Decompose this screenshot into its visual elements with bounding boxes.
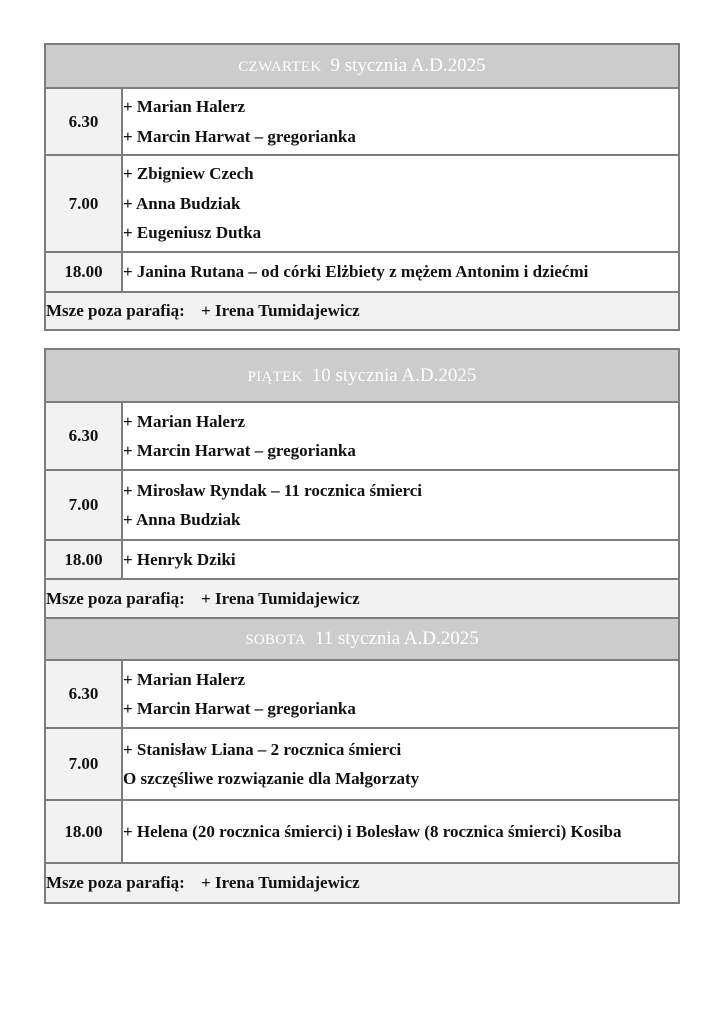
- mass-row: [45, 470, 679, 540]
- outside-parish-row: [45, 579, 679, 618]
- schedule-table-friday-saturday: [44, 348, 680, 904]
- mass-time: 6.30: [45, 402, 122, 470]
- day-date: 10 stycznia A.D.2025: [311, 364, 477, 386]
- mass-time: 18.00: [45, 540, 122, 579]
- mass-time: 18.00: [45, 252, 122, 292]
- outside-parish-row: [45, 292, 679, 330]
- mass-intentions: [122, 155, 679, 252]
- mass-intentions: [122, 660, 679, 728]
- schedule-table-thursday: [44, 43, 680, 331]
- outside-parish-label: Msze poza parafią:: [46, 588, 185, 608]
- intention-line: + Stanisław Liana – 2 rocznica śmierci: [123, 739, 402, 759]
- intention-line: + Marcin Harwat – gregorianka: [123, 441, 356, 460]
- intention-line: O szczęśliwe rozwiązanie dla Małgorzaty: [123, 769, 420, 788]
- day-date: 9 stycznia A.D.2025: [330, 55, 486, 76]
- mass-time: 7.00: [45, 155, 122, 252]
- mass-row: [45, 402, 679, 470]
- day-name: PIĄTEK: [247, 368, 303, 385]
- intention-line: + Anna Budziak: [123, 193, 241, 213]
- intention-line: + Anna Budziak: [123, 510, 241, 529]
- mass-intentions: [122, 402, 679, 470]
- mass-row: [45, 155, 679, 252]
- day-name: CZWARTEK: [238, 59, 322, 75]
- intention-line: + Marian Halerz: [123, 411, 246, 431]
- outside-parish-value: + Irena Tumidajewicz: [201, 873, 360, 892]
- mass-intentions: [122, 540, 679, 579]
- mass-row: [45, 540, 679, 579]
- intention-line: + Mirosław Ryndak – 11 rocznica śmierci: [123, 480, 423, 500]
- outside-parish-row: [45, 863, 679, 903]
- mass-intentions: [122, 252, 679, 292]
- mass-intentions: [122, 88, 679, 155]
- outside-parish-value: + Irena Tumidajewicz: [201, 301, 360, 320]
- mass-time: 7.00: [45, 728, 122, 800]
- mass-intentions: [122, 800, 679, 863]
- intention-line: + Marcin Harwat – gregorianka: [123, 699, 356, 718]
- intention-line: + Henryk Dziki: [123, 549, 236, 569]
- intention-line: + Marian Halerz: [123, 669, 246, 689]
- mass-row: [45, 800, 679, 863]
- mass-intentions: [122, 728, 679, 800]
- day-name: SOBOTA: [245, 632, 306, 648]
- outside-parish-label: Msze poza parafią:: [46, 873, 185, 892]
- mass-time: 7.00: [45, 470, 122, 540]
- mass-row: [45, 252, 679, 292]
- mass-time: 6.30: [45, 88, 122, 155]
- mass-row: [45, 660, 679, 728]
- day-date: 11 stycznia A.D.2025: [314, 628, 479, 649]
- mass-row: [45, 728, 679, 800]
- day-header: [45, 44, 679, 88]
- day-header: [45, 618, 679, 660]
- intention-line: + Marcin Harwat – gregorianka: [123, 126, 356, 146]
- outside-parish-label: Msze poza parafią:: [46, 301, 185, 320]
- mass-intentions: [122, 470, 679, 540]
- mass-row: [45, 88, 679, 155]
- outside-parish-value: + Irena Tumidajewicz: [201, 588, 360, 608]
- mass-time: 6.30: [45, 660, 122, 728]
- mass-time: 18.00: [45, 800, 122, 863]
- intention-line: + Marian Halerz: [123, 97, 246, 116]
- day-header: [45, 349, 679, 402]
- intention-line: + Zbigniew Czech: [123, 164, 254, 184]
- intention-line: + Janina Rutana – od córki Elżbiety z mężem Antonim i dziećmi: [123, 262, 589, 282]
- intention-line: + Eugeniusz Dutka: [123, 223, 262, 243]
- intention-line: + Helena (20 rocznica śmierci) i Bolesław (8 rocznica śmierci) Kosiba: [123, 821, 622, 841]
